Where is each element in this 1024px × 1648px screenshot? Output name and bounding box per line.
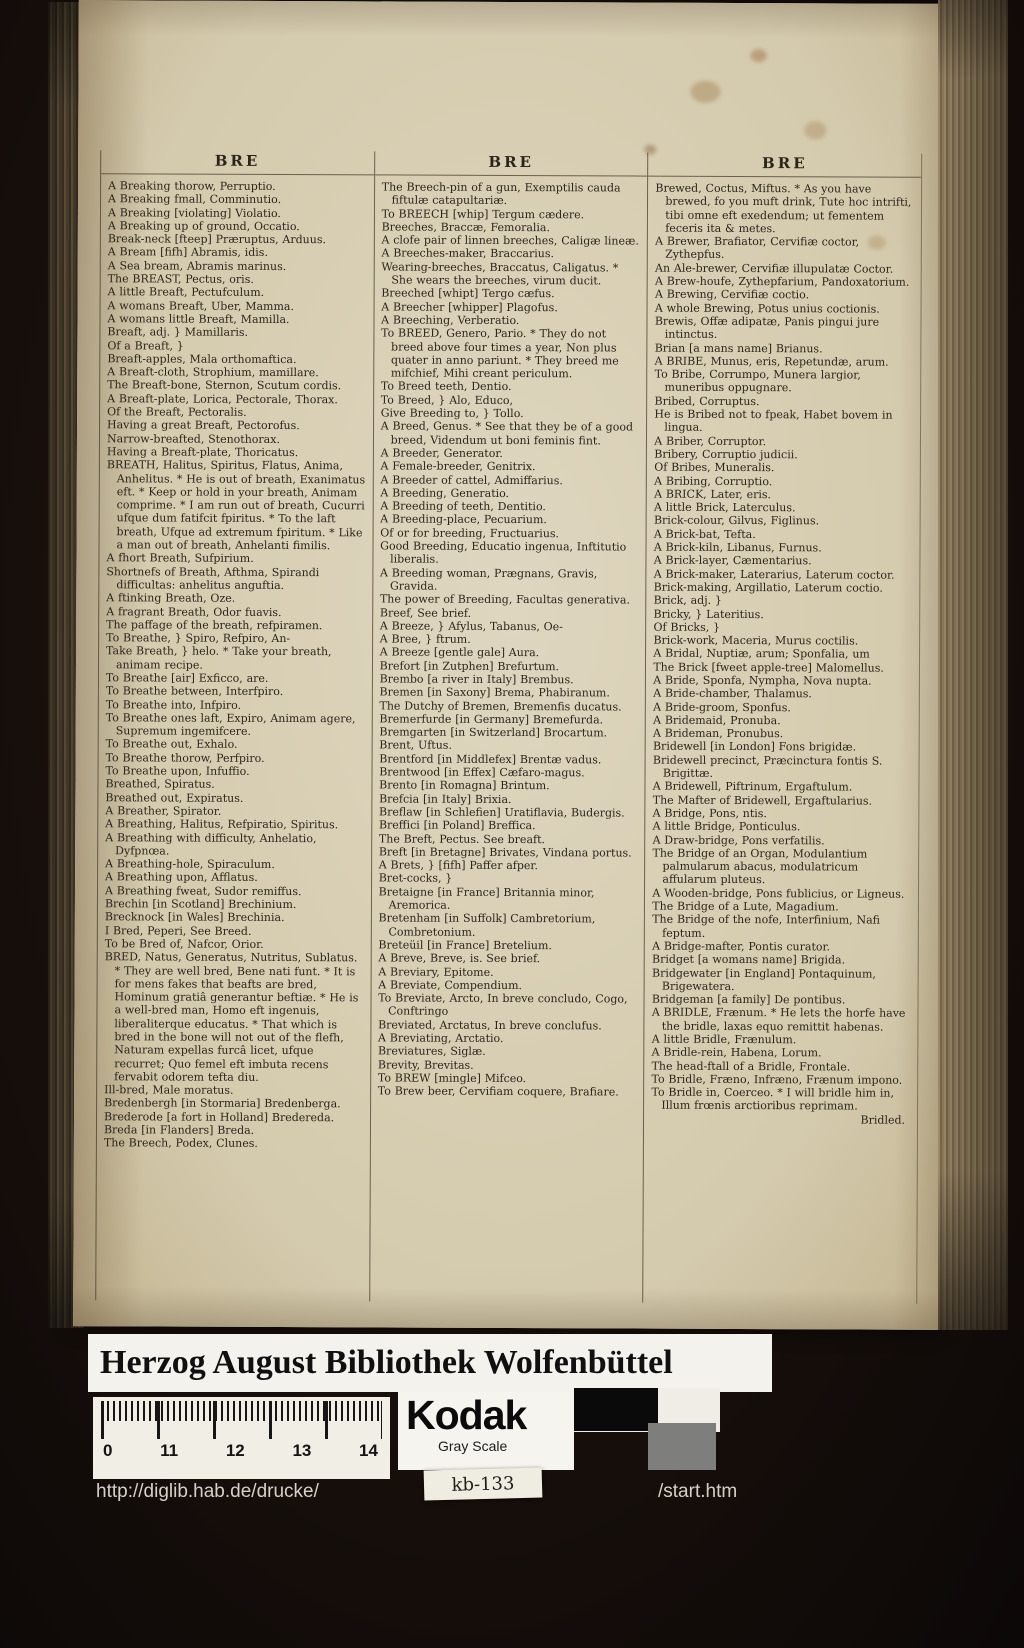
dictionary-entry: Brentwood [in Effex] Cæfaro-magus. bbox=[379, 765, 585, 780]
dictionary-entry: I Bred, Peperi, See Breed. bbox=[104, 923, 252, 938]
dictionary-entry: The power of Breeding, Facultas generativa. bbox=[379, 592, 630, 607]
dictionary-entry: Wearing-breeches, Braccatus, Caligatus. * She wears the breeches, virum ducit. bbox=[381, 260, 619, 288]
gray-scale-label: Gray Scale bbox=[438, 1438, 508, 1454]
dictionary-entry: Breteüil [in France] Bretelium. bbox=[378, 938, 552, 953]
dictionary-entry: A little Brick, Laterculus. bbox=[654, 500, 796, 515]
dictionary-entry: Breaft-apples, Mala orthomaftica. bbox=[107, 352, 297, 366]
dictionary-entry: Bremen [in Saxony] Brema, Phabiranum. bbox=[379, 685, 610, 700]
dictionary-page bbox=[73, 0, 945, 1330]
dictionary-entry: A Breviary, Epitome. bbox=[378, 964, 494, 979]
dictionary-entry: To be Bred of, Nafcor, Orior. bbox=[104, 937, 264, 951]
dictionary-entry: To Brew beer, Cervifiam coquere, Brafiare. bbox=[377, 1084, 619, 1099]
dictionary-entry: To Breviate, Arcto, In breve concludo, Cogo, Conftringo bbox=[378, 991, 628, 1019]
dictionary-entry: A Breve, Breve, is. See brief. bbox=[378, 951, 541, 966]
dictionary-entry: A Breathing, Halitus, Refpiratio, Spiritus. bbox=[105, 817, 339, 832]
dictionary-entry: Breviatures, Siglæ. bbox=[377, 1044, 486, 1059]
dictionary-entry: To Breathe between, Interfpiro. bbox=[105, 684, 284, 699]
dictionary-entry: Of Bribes, Muneralis. bbox=[654, 460, 775, 475]
shelfmark-label: kb-133 bbox=[424, 1467, 543, 1500]
text-block bbox=[95, 150, 922, 1304]
dictionary-entry: A little Breaft, Pectufculum. bbox=[107, 285, 265, 300]
dictionary-entry: A Brick-bat, Tefta. bbox=[653, 527, 756, 541]
dictionary-entry: A Bride-groom, Sponfus. bbox=[653, 700, 791, 714]
dictionary-entry: A Breaft-cloth, Strophium, mamillare. bbox=[107, 365, 319, 380]
source-url: http://diglib.hab.de/drucke/ bbox=[96, 1481, 319, 1502]
dictionary-entry: A Bridal, Nuptiæ, arum; Sponfalia, um bbox=[653, 647, 870, 661]
dictionary-entry: Breeches, Braccæ, Femoralia. bbox=[381, 220, 551, 235]
dictionary-entry: A Breeze, } Afylus, Tabanus, Oe- bbox=[379, 619, 563, 634]
dictionary-entry: BREATH, Halitus, Spiritus, Flatus, Anima, Anhelitus. * He is out of breath, Exanimatus eft. * Keep or hold in your breath, Animam comprime. * I am run out of breath, Cucurri ufque dum fatifcit fpiritus. * To the laft breath, Ufque ad extremum fpiritum. * Like a man out of breath, Anhelanti fimilis. bbox=[106, 458, 366, 553]
dictionary-entry: To Breathe, } Spiro, Refpiro, An- bbox=[106, 631, 291, 646]
dictionary-entry: A Breeding, Generatio. bbox=[380, 486, 510, 500]
dictionary-entry: Good Breeding, Educatio ingenua, Inftitutio liberalis. bbox=[380, 539, 627, 567]
dictionary-entry: A Draw-bridge, Pons verfatilis. bbox=[652, 833, 825, 847]
dictionary-entry: A Breeding of teeth, Dentitio. bbox=[380, 499, 546, 514]
dictionary-entry: Bridgeman [a family] De pontibus. bbox=[651, 992, 846, 1007]
kodak-gray-scale-card bbox=[398, 1392, 574, 1470]
dictionary-entry: A Brick-layer, Cæmentarius. bbox=[653, 553, 812, 568]
dictionary-entry: Brick-colour, Gilvus, Figlinus. bbox=[653, 514, 820, 528]
dictionary-entry: A Bridle-rein, Habena, Lorum. bbox=[651, 1045, 822, 1060]
dictionary-entry: A Bridemaid, Pronuba. bbox=[653, 713, 781, 728]
dictionary-entry: The Breft, Pectus. See breaft. bbox=[378, 831, 546, 846]
dictionary-entry: Breviated, Arctatus, In breve conclufus. bbox=[378, 1018, 602, 1033]
dictionary-entry: A Briber, Corruptor. bbox=[654, 434, 767, 448]
dictionary-entry: Brian [a mans name] Brianus. bbox=[654, 341, 823, 355]
dictionary-entry: Brick-work, Maceria, Murus coctilis. bbox=[653, 633, 859, 648]
dictionary-entry: Bricky, } Lateritius. bbox=[653, 607, 764, 621]
column-right bbox=[643, 153, 923, 1304]
dictionary-entry: Bribery, Corruptio judicii. bbox=[654, 447, 798, 462]
dictionary-entry: A Breeder of cattel, Admiffarius. bbox=[380, 472, 563, 487]
dictionary-entry: Shortnefs of Breath, Afthma, Spirandi difficultas: anhelitus anguftia. bbox=[106, 564, 320, 592]
dictionary-entry: To Breathe [air] Exficco, are. bbox=[105, 671, 269, 685]
dictionary-entry: Brefcia [in Italy] Brixia. bbox=[379, 792, 512, 806]
dictionary-entry: A Breaking up of ground, Occatio. bbox=[107, 219, 300, 233]
dictionary-entry: A fhort Breath, Sufpirium. bbox=[106, 551, 254, 566]
dictionary-entry: Brewed, Coctus, Miftus. * As you have brewed, fo you muft drink, Tute hoc intrifti, tibi omne eft exedendum; ut fementem feceris ita & metes. bbox=[655, 181, 912, 236]
dictionary-entry: A Bride-chamber, Thalamus. bbox=[653, 686, 812, 701]
dictionary-entry: A whole Brewing, Potus unius coctionis. bbox=[654, 301, 880, 316]
dictionary-entry: A Wooden-bridge, Pons fublicius, or Ligneus. bbox=[652, 886, 905, 901]
dictionary-entry: Bremerfurde [in Germany] Bremefurda. bbox=[379, 712, 604, 727]
dictionary-entry: A Breather, Spirator. bbox=[105, 804, 222, 818]
dictionary-entry: A Breeding-place, Pecuarium. bbox=[380, 512, 547, 527]
dictionary-entry: To Bridle in, Coerceo. * I will bridle him in, Illum frœnis arctioribus reprimam. bbox=[651, 1085, 895, 1114]
dictionary-entry: Having a Breaft-plate, Thoricatus. bbox=[106, 445, 299, 460]
dictionary-entry: A Breaking thorow, Perruptio. bbox=[108, 179, 276, 193]
dictionary-entry: A Bridewell, Piftrinum, Ergaftulum. bbox=[652, 779, 853, 794]
running-head-middle: BRE bbox=[375, 151, 648, 176]
running-head-left: BRE bbox=[101, 150, 374, 175]
dictionary-entry: A Breed, Genus. * See that they be of a good breed, Videndum ut boni feminis fint. bbox=[380, 419, 634, 448]
dictionary-entry: The head-ftall of a Bridle, Frontale. bbox=[651, 1059, 851, 1074]
dictionary-entry: A Bridge, Pons, ntis. bbox=[652, 806, 767, 821]
dictionary-entry: Breaft, adj. } Mamillaris. bbox=[107, 325, 249, 340]
dictionary-entry: To BREED, Genero, Pario. * They do not breed above four times a year, Non plus quater in anno pariunt. * They breed me mifchief, Mihi creant periculum. bbox=[381, 326, 619, 381]
dictionary-entry: A clofe pair of linnen breeches, Caligæ lineæ. bbox=[381, 233, 639, 248]
dictionary-entry: A little Bridle, Frænulum. bbox=[651, 1032, 797, 1047]
dictionary-entry: The Brick [fweet apple-tree] Malomellus. bbox=[653, 660, 884, 675]
dictionary-entry: The Bridge of the nofe, Interfinium, Nafi feptum. bbox=[652, 912, 881, 940]
dictionary-entry: Bretaigne [in France] Britannia minor, Aremorica. bbox=[378, 885, 595, 912]
dictionary-entry: A fragrant Breath, Odor fuavis. bbox=[106, 604, 282, 619]
dictionary-entry: To Bridle, Fræno, Infræno, Frænum impono. bbox=[651, 1072, 903, 1087]
dictionary-entry: A BRIBE, Munus, eris, Repetundæ, arum. bbox=[654, 354, 889, 369]
dictionary-entry: A Bride, Sponfa, Nympha, Nova nupta. bbox=[653, 673, 872, 688]
dictionary-entry: To Breathe thorow, Perfpiro. bbox=[105, 751, 265, 765]
dictionary-entry: Give Breeding to, } Tollo. bbox=[380, 406, 524, 421]
dictionary-entry: To BREW [mingle] Mifceo. bbox=[377, 1071, 527, 1085]
dictionary-entry: A Brewer, Brafiator, Cervifiæ coctor, Zythepfus. bbox=[655, 234, 860, 262]
dictionary-entry: A Breaft-plate, Lorica, Pectorale, Thorax. bbox=[107, 391, 338, 407]
dictionary-entry: Narrow-breafted, Stenothorax. bbox=[106, 431, 280, 446]
ruler-numbers bbox=[93, 1439, 390, 1461]
dictionary-entry: A Bribing, Corruptio. bbox=[654, 474, 773, 488]
dictionary-entry: Take Breath, } helo. * Take your breath, animam recipe. bbox=[106, 644, 332, 672]
dictionary-entry: Bridewell [in London] Fons brigidæ. bbox=[652, 740, 857, 754]
dictionary-entry: To Breathe into, Infpiro. bbox=[105, 697, 242, 712]
dictionary-entry: A Brets, } [fifh] Paffer afper. bbox=[378, 858, 539, 873]
dictionary-entry: To Bribe, Corrumpo, Munera largior, muneribus oppugnare. bbox=[654, 367, 861, 395]
entries-column-middle bbox=[378, 180, 642, 1099]
dictionary-entry: Breathed, Spiratus. bbox=[105, 777, 215, 792]
book-fore-edge bbox=[938, 0, 1008, 1330]
dictionary-entry: Breda [in Flanders] Breda. bbox=[103, 1123, 255, 1137]
dictionary-entry: Breef, See brief. bbox=[379, 605, 472, 620]
dictionary-entry: Brento [in Romagna] Brintum. bbox=[379, 778, 550, 793]
dictionary-entry: A Female-breeder, Genitrix. bbox=[380, 459, 536, 474]
library-name: Herzog August Bibliothek Wolfenbüttel bbox=[100, 1344, 673, 1381]
ruler-number-label: 0 bbox=[103, 1441, 113, 1460]
dictionary-entry: The Bridge of an Organ, Modulantium palmularum abacus, modulatricum affularum pluteus. bbox=[652, 846, 868, 887]
dictionary-entry: A Breaking fmall, Comminutio. bbox=[108, 192, 282, 207]
dictionary-entry: Bribed, Corruptus. bbox=[654, 394, 760, 408]
dictionary-entry: Brentford [in Middlefex] Brentæ vadus. bbox=[379, 752, 602, 767]
dictionary-entry: Brefort [in Zutphen] Brefurtum. bbox=[379, 659, 560, 673]
dictionary-entry: Breffici [in Poland] Breffica. bbox=[378, 818, 536, 833]
dictionary-entry: Bredenbergh [in Stormaria] Bredenberga. bbox=[104, 1096, 341, 1111]
dictionary-entry: A Breeze [gentle gale] Aura. bbox=[379, 645, 540, 660]
dictionary-entry: Bretenham [in Suffolk] Cambretorium, Combretonium. bbox=[378, 911, 596, 939]
dictionary-entry: A Breathing fweat, Sudor remiffus. bbox=[104, 883, 302, 898]
dictionary-entry: A Breviate, Compendium. bbox=[378, 978, 523, 992]
column-middle bbox=[369, 151, 648, 1302]
dictionary-entry: A Breathing upon, Afflatus. bbox=[105, 870, 258, 885]
dictionary-entry: A Breeding woman, Prægnans, Gravis, Gravida. bbox=[380, 566, 598, 593]
dictionary-entry: Of Bricks, } bbox=[653, 620, 721, 634]
dictionary-entry: The Breaft-bone, Sternon, Scutum cordis. bbox=[107, 378, 342, 393]
dictionary-entry: To BREECH [whip] Tergum cædere. bbox=[381, 207, 585, 221]
dictionary-entry: Breflaw [in Schlefien] Uratiflavia, Budergis. bbox=[379, 805, 625, 820]
dictionary-entry: A Brew-houfe, Zythepfarium, Pandoxatorium. bbox=[654, 274, 910, 289]
dictionary-entry: Brent, Uftus. bbox=[379, 738, 452, 753]
dictionary-entry: The Breech-pin of a gun, Exemptilis cauda fiftulæ catapultariæ. bbox=[381, 180, 621, 208]
dictionary-entry: Bridewell precinct, Præcinctura fontis S. Brigittæ. bbox=[652, 753, 883, 780]
ruler-number-label: 13 bbox=[292, 1441, 312, 1460]
dictionary-entry: To Breathe ones laft, Expiro, Animam agere, Supremum ingemifcere. bbox=[105, 711, 356, 739]
dictionary-entry: Brewis, Offæ adipatæ, Panis pingui jure intinctus. bbox=[654, 314, 880, 342]
dictionary-entry: Of a Breaft, } bbox=[107, 338, 184, 353]
dictionary-entry: Brick-making, Argillatio, Laterum coctio. bbox=[653, 580, 883, 595]
dictionary-entry: Breathed out, Expiratus. bbox=[105, 790, 244, 805]
kodak-logo: Kodak bbox=[406, 1392, 527, 1438]
dictionary-entry: To Breed teeth, Dentio. bbox=[380, 379, 512, 394]
dictionary-entry: Ill-bred, Male moratus. bbox=[104, 1083, 234, 1097]
dictionary-entry: Of or for breeding, Fructuarius. bbox=[380, 526, 560, 540]
dictionary-entry: BRED, Natus, Generatus, Nutritus, Sublatus. * They are well bred, Bene nati funt. * It is for mens fakes that beafts are bred, Hominum gratiâ generantur beftiæ. * He is a well-bred man, Homo eft ingenuis, liberaliterque educatus. * That which is bred in the bone will not out of the flefh, Naturam expellas furcâ licet, ufque recurret; Quo femel eft imbuta recens fervabit odorem tefta diu. bbox=[104, 950, 359, 1084]
dictionary-entry: Having a great Breaft, Pectorofus. bbox=[107, 418, 300, 433]
ruler-number-label: 14 bbox=[359, 1441, 378, 1460]
dictionary-entry: The BREAST, Pectus, oris. bbox=[107, 272, 254, 286]
dictionary-entry: The Breech, Podex, Clunes. bbox=[103, 1136, 258, 1151]
ruler-number-label: 12 bbox=[225, 1441, 245, 1460]
dictionary-entry: Brick, adj. } bbox=[653, 593, 722, 608]
dictionary-entry: The paffage of the breath, refpiramen. bbox=[106, 618, 323, 632]
column-left bbox=[95, 150, 374, 1301]
dictionary-entry: Of the Breaft, Pectoralis. bbox=[107, 405, 247, 419]
foxing-stain bbox=[804, 121, 826, 139]
dictionary-entry: To Breathe out, Exhalo. bbox=[105, 737, 238, 752]
dictionary-entry: A BRIDLE, Frænum. * He lets the horfe have the bridle, laxas equo remittit habenas. bbox=[651, 1006, 906, 1034]
dictionary-entry: A little Bridge, Ponticulus. bbox=[652, 819, 801, 834]
dictionary-entry: A Breeches-maker, Braccarius. bbox=[381, 246, 555, 261]
dictionary-entry: A Breviating, Arctatio. bbox=[378, 1031, 504, 1045]
dictionary-entry: Bridget [a womans name] Brigida. bbox=[652, 952, 846, 967]
ruler-ticks bbox=[101, 1401, 382, 1439]
dictionary-entry: A Bridge-mafter, Pontis curator. bbox=[652, 939, 831, 954]
grayscale-patch-gray bbox=[648, 1423, 716, 1470]
dictionary-entry: The Mafter of Bridewell, Ergaftularius. bbox=[652, 793, 873, 808]
dictionary-entry: A Brick-kiln, Libanus, Furnus. bbox=[653, 540, 822, 555]
dictionary-entry: A Bream [fifh] Abramis, idis. bbox=[107, 245, 268, 260]
dictionary-entry: Brecknock [in Wales] Brechinia. bbox=[104, 910, 285, 925]
dictionary-entry: To Breed, } Alo, Educo, bbox=[380, 393, 514, 407]
dictionary-entry: A Bree, } ftrum. bbox=[379, 632, 471, 646]
dictionary-entry: To Breathe upon, Infuffio. bbox=[105, 764, 250, 778]
dictionary-entry: A womans Breaft, Uber, Mamma. bbox=[107, 298, 294, 313]
dictionary-entry: Brembo [a river in Italy] Brembus. bbox=[379, 672, 574, 687]
dictionary-entry: A Breathing with difficulty, Anhelatio, Dyfpnœa. bbox=[105, 830, 317, 858]
dictionary-entry: Breeched [whipt] Tergo cæfus. bbox=[381, 286, 555, 301]
running-head-right: BRE bbox=[648, 153, 921, 178]
dictionary-entry: Brevity, Brevitas. bbox=[377, 1058, 474, 1072]
dictionary-entry: A Sea bream, Abramis marinus. bbox=[107, 259, 287, 273]
dictionary-entry: A Breaking [violating] Violatio. bbox=[107, 205, 281, 220]
dictionary-entry: A Brideman, Pronubus. bbox=[653, 726, 784, 741]
dictionary-entry: Bridgewater [in England] Pontaquinum, Brigewatera. bbox=[651, 966, 876, 993]
library-band bbox=[88, 1334, 772, 1392]
grayscale-patch-black bbox=[574, 1388, 658, 1431]
dictionary-entry: A Brewing, Cervifiæ coctio. bbox=[654, 288, 810, 302]
dictionary-entry: A Brick-maker, Laterarius, Laterum coctor. bbox=[653, 567, 895, 582]
ruler-number-label: 11 bbox=[160, 1441, 179, 1460]
foxing-stain bbox=[751, 49, 767, 62]
start-page-url: /start.htm bbox=[658, 1481, 738, 1502]
dictionary-entry: He is Bribed not to fpeak, Habet bovem in lingua. bbox=[654, 407, 893, 435]
dictionary-entry: A Breecher [whipper] Plagofus. bbox=[381, 300, 558, 314]
catchword: Bridled. bbox=[860, 1113, 906, 1127]
dictionary-entry: A womans little Breaft, Mamilla. bbox=[107, 312, 290, 327]
dictionary-entry: A Breathing-hole, Spiraculum. bbox=[105, 857, 275, 872]
dictionary-entry: A BRICK, Later, eris. bbox=[654, 487, 772, 501]
dictionary-entry: Breft [in Bretagne] Brivates, Vindana portus. bbox=[378, 845, 632, 860]
dictionary-entry: Brechin [in Scotland] Brechinium. bbox=[104, 897, 297, 912]
dictionary-entry: The Bridge of a Lute, Magadium. bbox=[652, 899, 839, 914]
foxing-stain bbox=[690, 81, 720, 103]
entries-column-left bbox=[104, 179, 368, 1151]
entries-column-right bbox=[651, 182, 915, 1114]
measuring-ruler bbox=[93, 1397, 390, 1479]
dictionary-entry: A Breeching, Verberatio. bbox=[381, 313, 520, 328]
dictionary-entry: Break-neck [fteep] Præruptus, Arduus. bbox=[107, 232, 327, 247]
dictionary-entry: An Ale-brewer, Cervifiæ illupulatæ Coctor. bbox=[655, 261, 894, 276]
dictionary-entry: The Dutchy of Bremen, Bremenfis ducatus. bbox=[379, 699, 622, 714]
dictionary-entry: Brederode [a fort in Holland] Bredereda. bbox=[103, 1110, 335, 1125]
dictionary-entry: Bret-cocks, } bbox=[378, 871, 453, 886]
dictionary-entry: A Breeder, Generator. bbox=[380, 446, 503, 460]
dictionary-entry: Bremgarten [in Switzerland] Brocartum. bbox=[379, 725, 608, 740]
dictionary-entry: A ftinking Breath, Oze. bbox=[106, 591, 236, 606]
